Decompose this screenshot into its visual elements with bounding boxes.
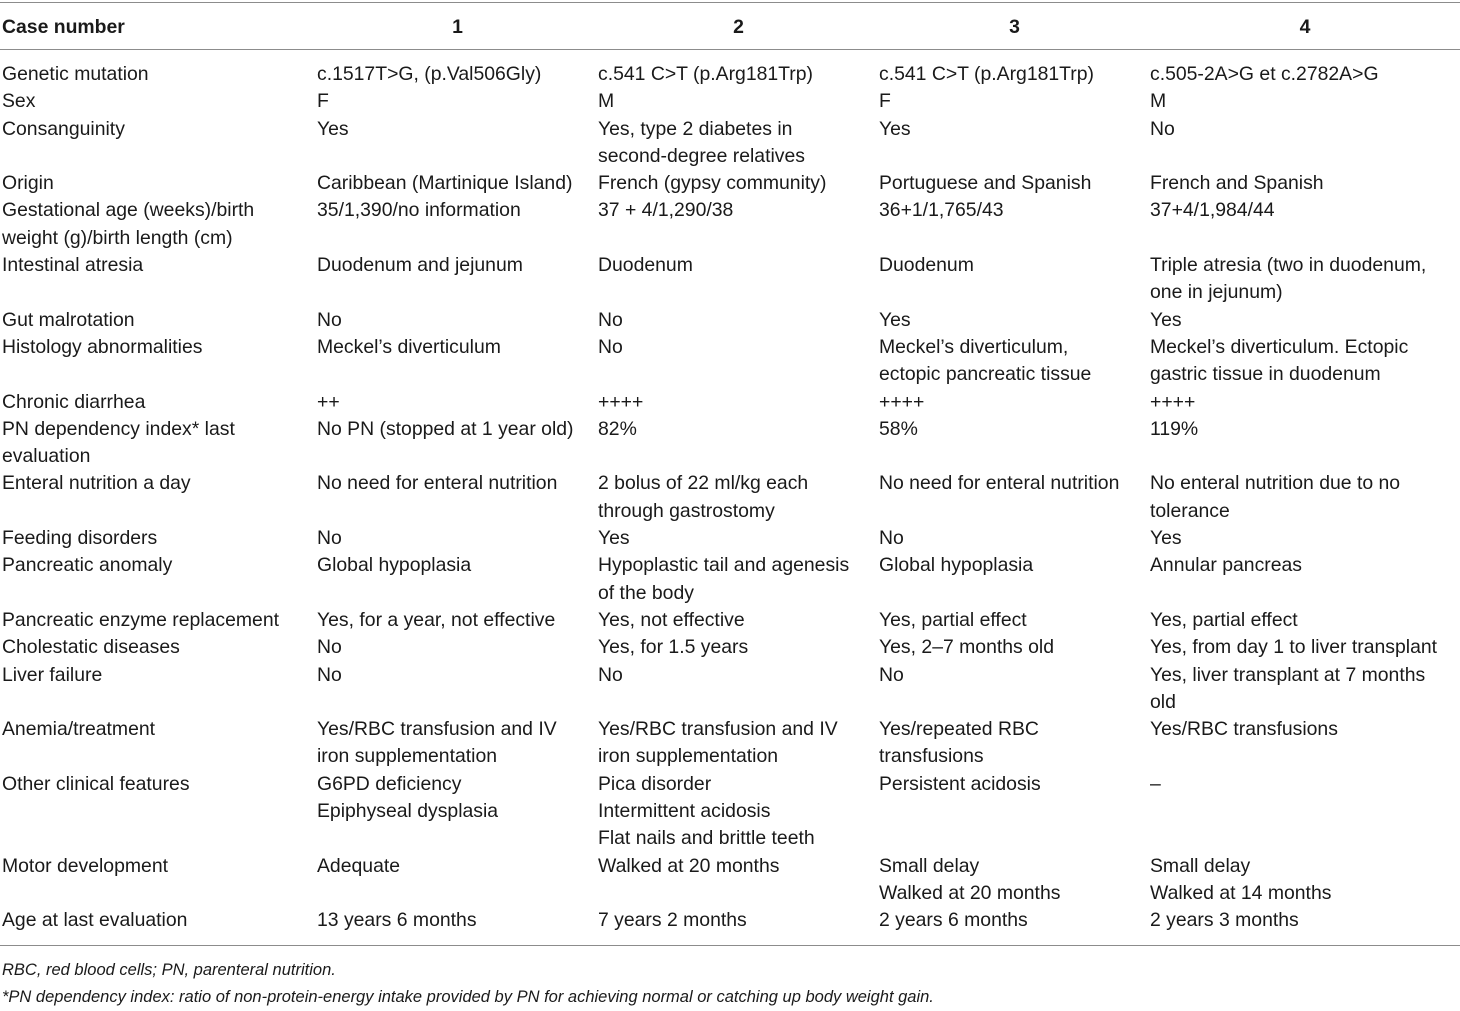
row-label xyxy=(0,416,317,471)
row-label-line: Genetic mutation xyxy=(2,63,149,85)
cell-line: Walked at 14 months xyxy=(1150,881,1332,904)
row-label-line: Cholestatic diseases xyxy=(2,636,180,659)
row-label-line: Enteral nutrition a day xyxy=(2,472,191,495)
cell-case-3 xyxy=(879,716,1150,771)
cell-line: ++++ xyxy=(1150,390,1196,413)
case-table xyxy=(0,4,1460,946)
cell-case-2 xyxy=(598,170,879,197)
cell-line: No xyxy=(317,308,342,331)
table-row xyxy=(0,170,1460,197)
cell-case-4 xyxy=(1150,170,1460,197)
cell-line: second-degree relatives xyxy=(598,144,805,167)
cell-line: 119% xyxy=(1150,417,1199,440)
table-body xyxy=(0,61,1460,945)
cell-line: Yes, for a year, not effective xyxy=(317,608,556,631)
row-label-line: Liver failure xyxy=(2,663,103,686)
cell-case-3 xyxy=(879,634,1150,661)
table-row xyxy=(0,634,1460,661)
cell-line: Global hypoplasia xyxy=(317,554,472,577)
row-label xyxy=(0,88,317,115)
cell-line: Triple atresia (two in duodenum, xyxy=(1150,254,1427,277)
cell-line: 37+4/1,984/44 xyxy=(1150,199,1275,222)
cell-case-2 xyxy=(598,662,879,717)
row-label xyxy=(0,389,317,416)
cell-line: Yes/repeated RBC xyxy=(879,718,1039,741)
cell-case-1 xyxy=(317,470,598,525)
cell-case-4 xyxy=(1150,907,1460,934)
cell-case-4 xyxy=(1150,607,1460,634)
cell-case-4 xyxy=(1150,389,1460,416)
cell-case-1 xyxy=(317,389,598,416)
cell-line: tolerance xyxy=(1150,499,1230,522)
cell-case-2 xyxy=(598,634,879,661)
cell-line: Walked at 20 months xyxy=(879,881,1061,904)
row-label xyxy=(0,662,317,717)
cell-line: Global hypoplasia xyxy=(879,554,1034,577)
row-label xyxy=(0,252,317,307)
cell-line: M xyxy=(1150,90,1167,113)
cell-case-3 xyxy=(879,170,1150,197)
table-row xyxy=(0,61,1460,88)
cell-line: Yes, partial effect xyxy=(1150,608,1298,631)
cell-line: 58% xyxy=(879,417,918,440)
cell-line: Yes xyxy=(879,117,911,140)
cell-line: – xyxy=(1150,772,1161,795)
cell-case-2 xyxy=(598,88,879,115)
cell-case-3 xyxy=(879,771,1150,853)
row-label-line: Other clinical features xyxy=(2,772,190,795)
cell-line: Yes, partial effect xyxy=(879,608,1027,631)
cell-line: Yes xyxy=(1150,308,1182,331)
cell-line: Yes xyxy=(879,308,911,331)
cell-line: No xyxy=(317,527,342,550)
cell-line: old xyxy=(1150,690,1176,713)
cell-case-4 xyxy=(1150,853,1460,908)
cell-line: Yes, from day 1 to liver transplant xyxy=(1150,636,1438,659)
cell-case-3 xyxy=(879,61,1150,88)
cell-case-1 xyxy=(317,307,598,334)
row-label-line: Feeding disorders xyxy=(2,527,158,550)
cell-case-3 xyxy=(879,307,1150,334)
cell-line: Pica disorder xyxy=(598,772,712,795)
cell-line: Flat nails and brittle teeth xyxy=(598,827,815,850)
cell-case-1 xyxy=(317,334,598,389)
cell-case-4 xyxy=(1150,416,1460,471)
cell-case-3 xyxy=(879,552,1150,607)
cell-line: No xyxy=(317,636,342,659)
cell-case-2 xyxy=(598,334,879,389)
cell-line: Intermittent acidosis xyxy=(598,800,771,823)
row-label-line: Pancreatic enzyme replacement xyxy=(2,608,279,631)
cell-case-1 xyxy=(317,907,598,934)
cell-case-2 xyxy=(598,771,879,853)
table-row xyxy=(0,552,1460,607)
table-row xyxy=(0,197,1460,252)
table-row xyxy=(0,470,1460,525)
cell-line: No PN (stopped at 1 year old) xyxy=(317,417,574,440)
table-row xyxy=(0,389,1460,416)
row-label xyxy=(0,116,317,171)
cell-line: transfusions xyxy=(879,745,984,768)
cell-case-1 xyxy=(317,197,598,252)
cell-line: 35/1,390/no information xyxy=(317,199,521,222)
table-row xyxy=(0,416,1460,471)
cell-case-2 xyxy=(598,252,879,307)
row-label-line: Age at last evaluation xyxy=(2,909,188,932)
cell-line: Yes, liver transplant at 7 months xyxy=(1150,663,1426,686)
cell-line: c.505-2A>G et c.2782A>G xyxy=(1150,63,1379,85)
cell-case-1 xyxy=(317,771,598,853)
table-bottom-rule xyxy=(0,935,1460,946)
cell-case-3 xyxy=(879,88,1150,115)
row-label xyxy=(0,853,317,908)
cell-line: 36+1/1,765/43 xyxy=(879,199,1004,222)
row-label-line: Origin xyxy=(2,172,54,195)
cell-case-1 xyxy=(317,88,598,115)
cell-line: Yes xyxy=(598,527,630,550)
cell-line: iron supplementation xyxy=(317,745,498,768)
cell-case-1 xyxy=(317,716,598,771)
cell-case-1 xyxy=(317,416,598,471)
cell-case-3 xyxy=(879,334,1150,389)
cell-case-1 xyxy=(317,252,598,307)
cell-line: 2 years 6 months xyxy=(879,909,1028,932)
cell-case-4 xyxy=(1150,334,1460,389)
cell-line: Persistent acidosis xyxy=(879,772,1041,795)
row-label xyxy=(0,170,317,197)
header-row xyxy=(0,4,1460,50)
cell-case-1 xyxy=(317,853,598,908)
cell-case-4 xyxy=(1150,88,1460,115)
row-label-line: Chronic diarrhea xyxy=(2,390,146,413)
cell-line: French and Spanish xyxy=(1150,172,1324,195)
cell-case-1 xyxy=(317,61,598,88)
header-case-number: Case number xyxy=(0,4,317,50)
cell-line: F xyxy=(879,90,891,113)
cell-case-2 xyxy=(598,525,879,552)
cell-case-4 xyxy=(1150,716,1460,771)
cell-line: c.541 C>T (p.Arg181Trp) xyxy=(879,63,1095,85)
cell-line: 2 years 3 months xyxy=(1150,909,1299,932)
cell-case-2 xyxy=(598,307,879,334)
cell-line: Yes/RBC transfusion and IV xyxy=(317,718,557,741)
cell-line: 7 years 2 months xyxy=(598,909,747,932)
cell-line: No need for enteral nutrition xyxy=(317,472,558,495)
cell-line: Caribbean (Martinique Island) xyxy=(317,172,573,195)
table-row xyxy=(0,252,1460,307)
cell-case-4 xyxy=(1150,252,1460,307)
cell-line: G6PD deficiency xyxy=(317,772,462,795)
row-label xyxy=(0,525,317,552)
header-case-4: 4 xyxy=(1150,4,1460,50)
cell-case-4 xyxy=(1150,552,1460,607)
cell-line: ectopic pancreatic tissue xyxy=(879,363,1092,386)
cell-case-2 xyxy=(598,607,879,634)
row-label-line: Intestinal atresia xyxy=(2,254,144,277)
row-label xyxy=(0,607,317,634)
row-label-line: Gestational age (weeks)/birth xyxy=(2,199,255,222)
cell-case-3 xyxy=(879,252,1150,307)
cell-case-4 xyxy=(1150,307,1460,334)
table-row xyxy=(0,662,1460,717)
cell-line: Yes, 2–7 months old xyxy=(879,636,1054,659)
header-case-1: 1 xyxy=(317,4,598,50)
row-label-line: Sex xyxy=(2,90,36,113)
cell-line: No need for enteral nutrition xyxy=(879,472,1120,495)
row-label xyxy=(0,771,317,853)
cell-line: Yes xyxy=(1150,527,1182,550)
row-label xyxy=(0,907,317,934)
cell-case-2 xyxy=(598,552,879,607)
cell-line: Portuguese and Spanish xyxy=(879,172,1092,195)
cell-line: Annular pancreas xyxy=(1150,554,1302,577)
cell-case-1 xyxy=(317,552,598,607)
table-row xyxy=(0,88,1460,115)
cell-case-1 xyxy=(317,116,598,171)
cell-case-4 xyxy=(1150,771,1460,853)
cell-line: No xyxy=(879,527,904,550)
table-row xyxy=(0,116,1460,171)
cell-line: Yes, for 1.5 years xyxy=(598,636,749,659)
cell-line: Duodenum and jejunum xyxy=(317,254,523,277)
cell-case-2 xyxy=(598,416,879,471)
table-row xyxy=(0,307,1460,334)
cell-case-4 xyxy=(1150,470,1460,525)
cell-case-1 xyxy=(317,634,598,661)
cell-line: of the body xyxy=(598,581,694,604)
cell-case-1 xyxy=(317,662,598,717)
cell-line: Adequate xyxy=(317,854,401,877)
table-row xyxy=(0,853,1460,908)
header-case-2: 2 xyxy=(598,4,879,50)
cell-line: No xyxy=(598,663,623,686)
cell-case-4 xyxy=(1150,116,1460,171)
cell-line: Yes xyxy=(317,117,349,140)
table-row xyxy=(0,716,1460,771)
table-row xyxy=(0,771,1460,853)
cell-case-2 xyxy=(598,853,879,908)
cell-case-4 xyxy=(1150,525,1460,552)
cell-line: 2 bolus of 22 ml/kg each xyxy=(598,472,809,495)
cell-case-2 xyxy=(598,716,879,771)
cell-line: Yes, type 2 diabetes in xyxy=(598,117,793,140)
cell-line: 37 + 4/1,290/38 xyxy=(598,199,734,222)
cell-line: No xyxy=(598,335,623,358)
cell-line: ++++ xyxy=(879,390,925,413)
cell-case-2 xyxy=(598,197,879,252)
table-row xyxy=(0,525,1460,552)
row-label xyxy=(0,334,317,389)
cell-case-3 xyxy=(879,907,1150,934)
cell-case-4 xyxy=(1150,61,1460,88)
row-label-line: evaluation xyxy=(2,445,91,468)
cell-line: 82% xyxy=(598,417,637,440)
cell-line: Small delay xyxy=(1150,854,1251,877)
row-label xyxy=(0,307,317,334)
row-label-line: Histology abnormalities xyxy=(2,335,203,358)
cell-line: F xyxy=(317,90,329,113)
cell-line: ++ xyxy=(317,390,340,413)
row-label xyxy=(0,61,317,88)
cell-line: Epiphyseal dysplasia xyxy=(317,800,499,823)
cell-line: gastric tissue in duodenum xyxy=(1150,363,1381,386)
cell-line: Walked at 20 months xyxy=(598,854,780,877)
cell-line: No xyxy=(1150,117,1175,140)
cell-case-3 xyxy=(879,853,1150,908)
row-label-line: Pancreatic anomaly xyxy=(2,554,173,577)
cell-case-2 xyxy=(598,907,879,934)
cell-line: Small delay xyxy=(879,854,980,877)
row-label-line: Anemia/treatment xyxy=(2,718,156,741)
table-row xyxy=(0,907,1460,934)
row-label xyxy=(0,716,317,771)
cell-line: Meckel’s diverticulum, xyxy=(879,335,1069,358)
cell-line: Yes/RBC transfusions xyxy=(1150,718,1338,741)
cell-case-3 xyxy=(879,416,1150,471)
cell-case-3 xyxy=(879,116,1150,171)
row-label xyxy=(0,552,317,607)
row-label-line: Gut malrotation xyxy=(2,308,135,331)
row-label-line: weight (g)/birth length (cm) xyxy=(2,226,233,249)
cell-case-3 xyxy=(879,662,1150,717)
cell-line: No xyxy=(879,663,904,686)
cell-case-3 xyxy=(879,197,1150,252)
cell-line: one in jejunum) xyxy=(1150,281,1283,304)
cell-line: ++++ xyxy=(598,390,644,413)
footnote-pn-dependency: *PN dependency index: ratio of non-protein-energy intake provided by PN for achieving normal or catching up body weight gain. xyxy=(2,988,934,1006)
header-case-3: 3 xyxy=(879,4,1150,50)
cell-line: M xyxy=(598,90,615,113)
cell-line: Meckel’s diverticulum xyxy=(317,335,501,358)
footnotes xyxy=(2,957,934,1011)
cell-case-2 xyxy=(598,61,879,88)
cell-line: Hypoplastic tail and agenesis xyxy=(598,554,850,577)
cell-case-3 xyxy=(879,389,1150,416)
cell-line: Meckel’s diverticulum. Ectopic xyxy=(1150,335,1409,358)
cell-line: c.1517T>G, (p.Val506Gly) xyxy=(317,63,542,85)
cell-case-1 xyxy=(317,170,598,197)
cell-case-4 xyxy=(1150,634,1460,661)
cell-line: iron supplementation xyxy=(598,745,779,768)
cell-case-1 xyxy=(317,525,598,552)
row-label-line: PN dependency index* last xyxy=(2,417,235,440)
cell-line: French (gypsy community) xyxy=(598,172,827,195)
cell-line: 13 years 6 months xyxy=(317,909,477,932)
cell-line: Duodenum xyxy=(879,254,974,277)
cell-line: Yes, not effective xyxy=(598,608,745,631)
table-row xyxy=(0,607,1460,634)
cell-line: Yes/RBC transfusion and IV xyxy=(598,718,838,741)
cell-line: Duodenum xyxy=(598,254,693,277)
row-label xyxy=(0,197,317,252)
cell-case-1 xyxy=(317,607,598,634)
cell-case-3 xyxy=(879,525,1150,552)
cell-case-2 xyxy=(598,389,879,416)
cell-line: No xyxy=(598,308,623,331)
cell-line: through gastrostomy xyxy=(598,499,775,522)
row-label-line: Motor development xyxy=(2,854,168,877)
cell-case-3 xyxy=(879,607,1150,634)
table-row xyxy=(0,334,1460,389)
cell-case-2 xyxy=(598,470,879,525)
cell-case-4 xyxy=(1150,662,1460,717)
row-label-line: Consanguinity xyxy=(2,117,125,140)
cell-line: c.541 C>T (p.Arg181Trp) xyxy=(598,63,814,85)
row-label xyxy=(0,634,317,661)
footnote-abbreviations: RBC, red blood cells; PN, parenteral nutrition. xyxy=(2,961,336,979)
cell-case-4 xyxy=(1150,197,1460,252)
cell-case-3 xyxy=(879,470,1150,525)
row-label xyxy=(0,470,317,525)
cell-line: No xyxy=(317,663,342,686)
cell-case-2 xyxy=(598,116,879,171)
table-top-rule xyxy=(0,2,1460,3)
cell-line: No enteral nutrition due to no xyxy=(1150,472,1401,495)
